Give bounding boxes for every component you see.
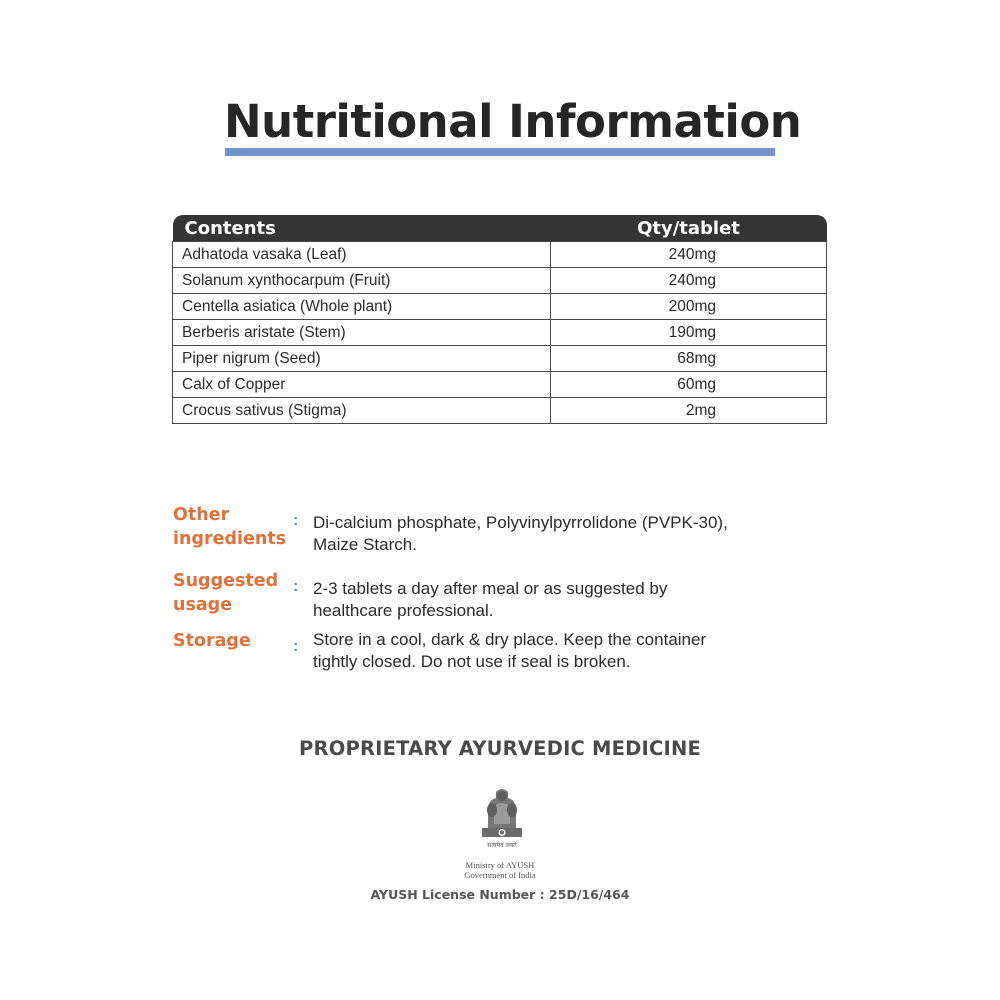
table-row [173,320,827,346]
license-label: AYUSH License Number : [370,887,545,902]
table-row [173,346,827,372]
info-text-line: Di-calcium phosphate, Polyvinylpyrrolidone (PVPK-30), [313,513,728,532]
info-row-storage [173,629,813,689]
info-text [313,569,667,622]
info-label [173,569,293,617]
ingredient-name: Solanum xynthocarpum (Fruit) [173,268,551,294]
ingredient-qty: 2mg [551,398,827,424]
info-text-line: Store in a cool, dark & dry place. Keep the container [313,630,707,649]
ingredient-qty: 200mg [551,294,827,320]
emblem-lion-center [494,803,510,824]
info-label-line: Storage [173,631,251,651]
state-emblem-icon [474,780,530,852]
info-text-line: tightly closed. Do not use if seal is broken. [313,652,631,671]
ministry-line: Ministry of AYUSH [465,860,535,870]
title-underline [225,148,775,156]
license-number: 25D/16/464 [549,887,630,902]
ingredient-name: Adhatoda vasaka (Leaf) [173,242,551,268]
proprietary-label: PROPRIETARY AYURVEDIC MEDICINE [298,737,702,760]
info-text [313,629,706,673]
info-text-line: Maize Starch. [313,535,417,554]
ingredient-qty: 240mg [551,242,827,268]
header-qty: Qty/tablet [551,215,827,242]
table-row [173,398,827,424]
ingredient-name: Crocus sativus (Stigma) [173,398,551,424]
info-colon: : [293,638,299,655]
table-header-row [173,215,827,242]
info-section [173,503,813,689]
ingredient-name: Centella asiatica (Whole plant) [173,294,551,320]
emblem-lion-right [507,803,517,817]
ingredient-qty: 68mg [551,346,827,372]
ingredient-name: Piper nigrum (Seed) [173,346,551,372]
ingredient-qty: 190mg [551,320,827,346]
info-label-line: Suggested [173,571,279,591]
ministry-caption [0,860,1000,880]
header-contents: Contents [173,215,551,242]
page-title: Nutritional Information [224,95,802,148]
info-text-line: 2-3 tablets a day after meal or as suggested by [313,579,668,598]
table-row [173,294,827,320]
nutrition-table [172,215,827,424]
ingredient-name: Calx of Copper [173,372,551,398]
info-row-other-ingredients [173,503,813,569]
table-row [173,372,827,398]
info-text-line: healthcare professional. [313,601,494,620]
ingredient-qty: 240mg [551,268,827,294]
info-label [173,629,293,653]
table-row [173,242,827,268]
info-row-suggested-usage [173,569,813,629]
info-label-line: Other [173,505,230,525]
info-text [313,503,728,556]
info-label [173,503,293,551]
info-label-line: usage [173,595,233,615]
table-row [173,268,827,294]
info-colon: : [293,512,299,529]
emblem-lion-top [497,791,507,801]
emblem-motto: सत्यमेव जयते [487,842,517,849]
license-line [0,887,1000,902]
ministry-line: Government of India [464,870,536,880]
emblem-lion-left [487,803,497,817]
ingredient-name: Berberis aristate (Stem) [173,320,551,346]
info-colon: : [293,578,299,595]
emblem-wheel-hub [500,831,504,835]
ingredient-qty: 60mg [551,372,827,398]
info-label-line: ingredients [173,529,287,549]
